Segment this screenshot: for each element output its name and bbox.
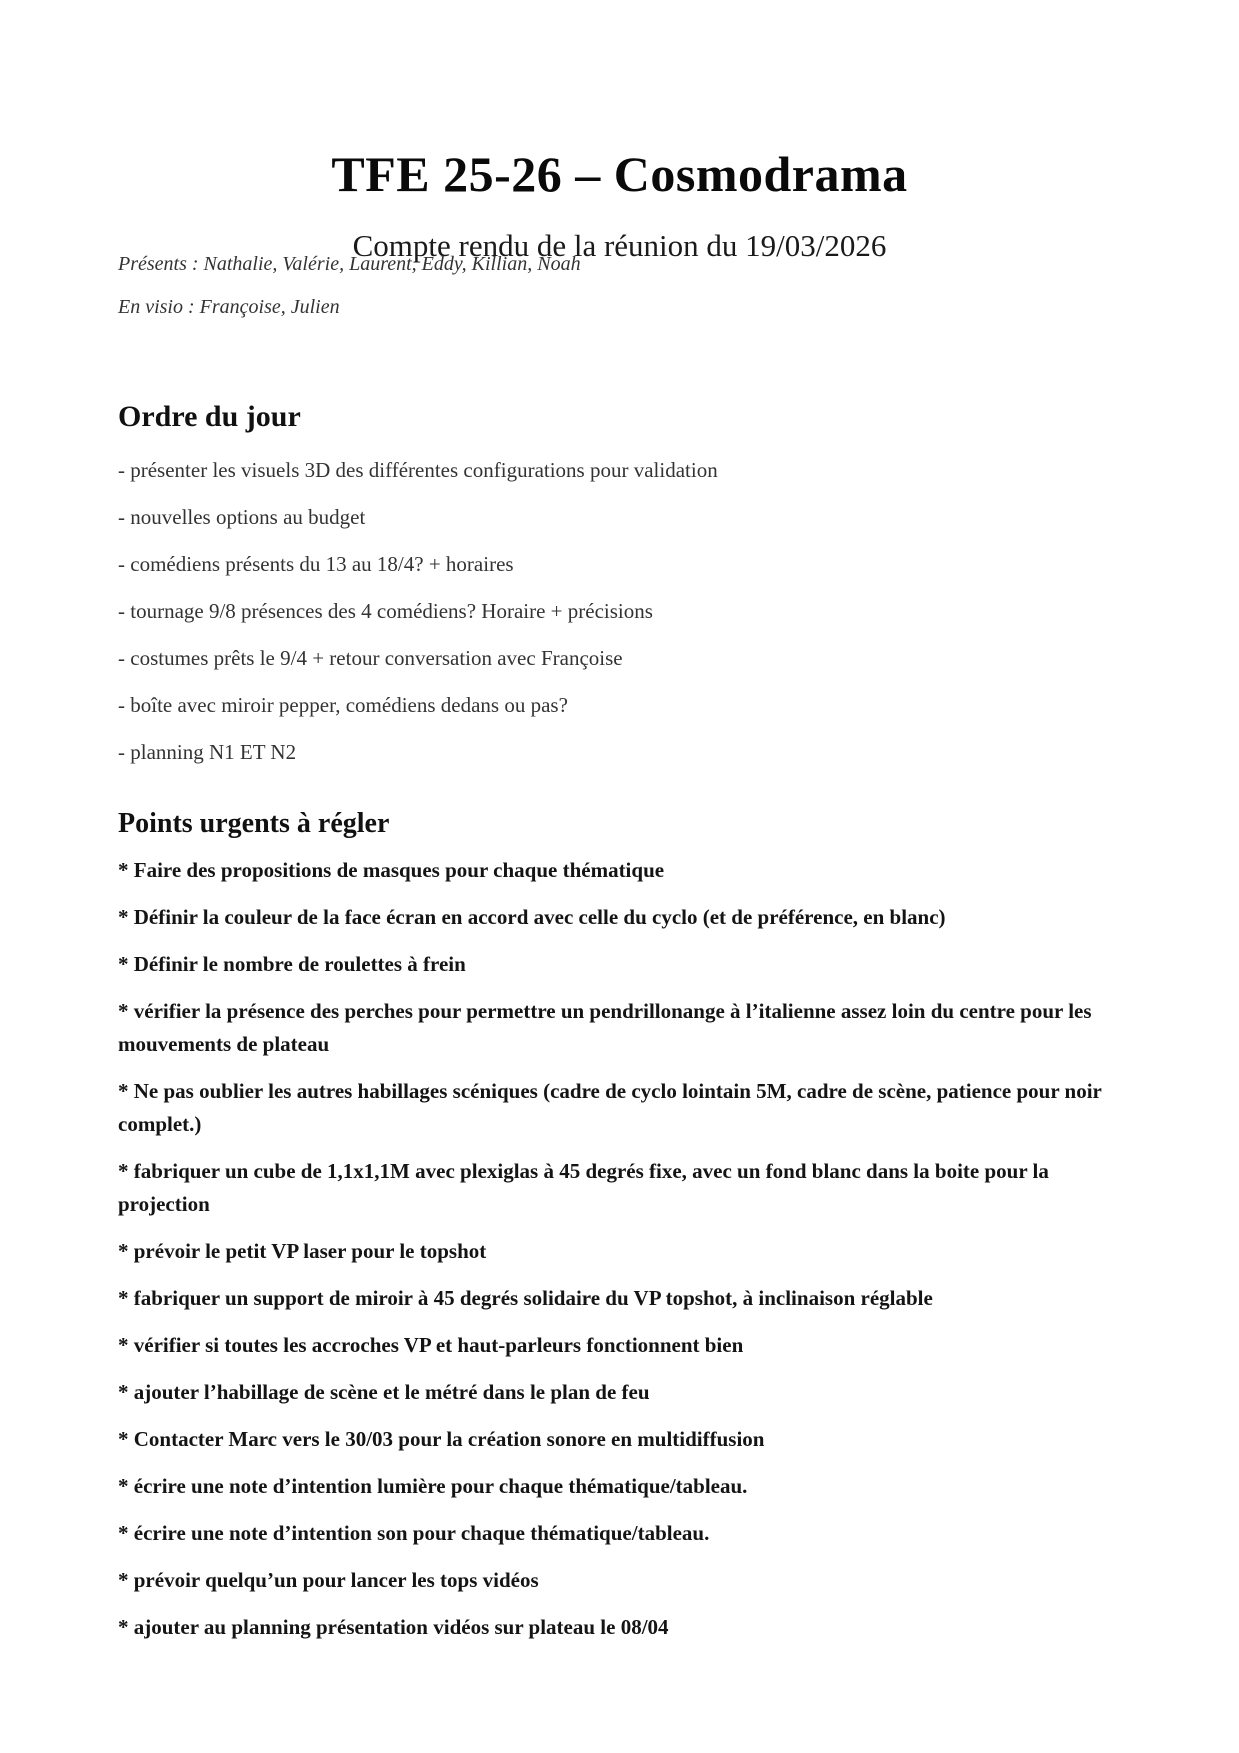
urgent-item: * fabriquer un cube de 1,1x1,1M avec plexiglas à 45 degrés fixe, avec un fond blanc dans la boite pour la projection (118, 1159, 1049, 1216)
agenda-item: - costumes prêts le 9/4 + retour conversation avec Françoise (118, 646, 623, 670)
agenda-item: - tournage 9/8 présences des 4 comédiens? Horaire + précisions (118, 599, 653, 623)
urgent-item: * vérifier la présence des perches pour permettre un pendrillonange à l’italienne assez loin du centre pour les mouvements de plateau (118, 999, 1092, 1056)
urgent-list (118, 854, 1118, 1658)
agenda-item: - nouvelles options au budget (118, 505, 366, 529)
agenda-item: - boîte avec miroir pepper, comédiens dedans ou pas? (118, 693, 568, 717)
agenda-heading: Ordre du jour (118, 400, 301, 433)
urgent-item: * écrire une note d’intention son pour chaque thématique/tableau. (118, 1521, 710, 1545)
urgent-item: * prévoir le petit VP laser pour le topshot (118, 1239, 487, 1263)
urgent-item: * écrire une note d’intention lumière pour chaque thématique/tableau. (118, 1474, 748, 1498)
attendees-remote: En visio : Françoise, Julien (118, 296, 340, 318)
urgent-item: * ajouter l’habillage de scène et le métré dans le plan de feu (118, 1380, 650, 1404)
document-subtitle: Compte rendu de la réunion du 19/03/2026 (352, 228, 887, 263)
agenda-item: - présenter les visuels 3D des différentes configurations pour validation (118, 458, 718, 482)
urgent-item: * vérifier si toutes les accroches VP et haut-parleurs fonctionnent bien (118, 1333, 744, 1357)
attendees-present: Présents : Nathalie, Valérie, Laurent, Eddy, Killian, Noah (118, 253, 581, 275)
urgent-item: * fabriquer un support de miroir à 45 degrés solidaire du VP topshot, à inclinaison réglable (118, 1286, 933, 1310)
document-title: TFE 25-26 – Cosmodrama (331, 146, 908, 202)
urgent-heading: Points urgents à régler (118, 808, 390, 839)
urgent-item: * ajouter au planning présentation vidéos sur plateau le 08/04 (118, 1615, 669, 1639)
urgent-item: * Faire des propositions de masques pour chaque thématique (118, 858, 665, 882)
urgent-item: * Définir le nombre de roulettes à frein (118, 952, 466, 976)
agenda-item: - planning N1 ET N2 (118, 740, 297, 764)
urgent-item: * prévoir quelqu’un pour lancer les tops vidéos (118, 1568, 539, 1592)
agenda-list (118, 455, 718, 784)
urgent-item: * Ne pas oublier les autres habillages scéniques (cadre de cyclo lointain 5M, cadre de scène, patience pour noir complet.) (118, 1079, 1102, 1136)
agenda-item: - comédiens présents du 13 au 18/4? + horaires (118, 552, 514, 576)
urgent-item: * Définir la couleur de la face écran en accord avec celle du cyclo (et de préférence, en blanc) (118, 905, 946, 929)
urgent-item: * Contacter Marc vers le 30/03 pour la création sonore en multidiffusion (118, 1427, 765, 1451)
